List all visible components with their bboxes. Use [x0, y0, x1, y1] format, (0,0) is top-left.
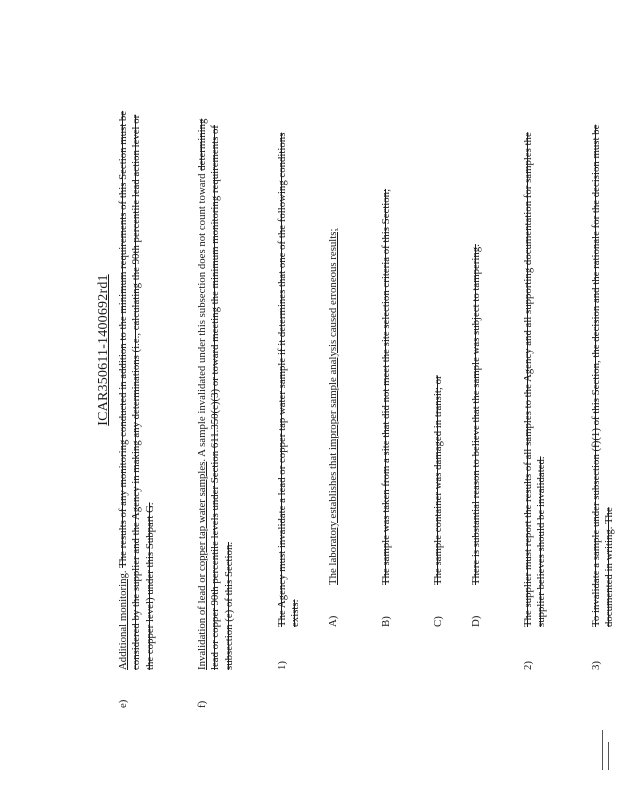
text-run: The results of any monitoring conducted in addition to the minimum requirements of this Section must be considered by the supplier and the Agency in making any determinations (i.e., calculating the 90th percentile lead action level or the copper level) under this Subpart G. — [117, 110, 156, 670]
text-run: . A sample invalidated under this subsection does not count toward — [196, 170, 208, 462]
text-run: The laboratory establishes that improper sample analysis caused erroneous results; — [327, 228, 339, 585]
section-f3-paragraph — [590, 107, 617, 627]
section-C-paragraph — [432, 105, 445, 585]
item-marker-D: D) — [470, 615, 482, 627]
text-run: To invalidate a sample under subsection (f)(1) of this Section, the decision and the rationale for the decision must be documented in writing. The — [590, 124, 616, 627]
text-run: . — [117, 567, 129, 574]
item-marker-C: C) — [432, 616, 444, 627]
text-run: The sample container was damaged in transit; or — [432, 375, 444, 585]
text-run: Additional monitoring — [117, 573, 129, 670]
item-marker-e: e) — [117, 699, 129, 708]
margin-rule — [608, 742, 609, 770]
item-marker-f3: 3) — [590, 661, 602, 670]
item-marker-f2: 2) — [522, 661, 534, 670]
item-marker-f: f) — [196, 700, 208, 708]
margin-rule — [602, 730, 603, 770]
text-run: The supplier must report the results of all samples to the Agency and all supporting documentation for samples the supplier believes should be invalidated. — [522, 132, 548, 627]
section-A-paragraph — [327, 105, 340, 585]
section-D-paragraph — [470, 105, 483, 585]
section-f2-paragraph — [522, 107, 549, 627]
text-run: Invalidation of lead or copper tap water samples — [196, 461, 208, 670]
section-f-paragraph — [196, 110, 236, 670]
text-run: determining — [196, 118, 208, 171]
section-B-paragraph — [380, 105, 393, 585]
text-run: There is substantial reason to believe that the sample was subject to tampering. — [470, 244, 482, 585]
section-e-paragraph — [117, 110, 157, 670]
document-header: ICAR350611-1400692rd1 — [96, 274, 111, 426]
item-marker-f1: 1) — [276, 661, 288, 670]
text-run: The sample was taken from a site that did not meet the site selection criteria of this Section; — [380, 188, 392, 585]
text-run: The Agency must invalidate a lead or copper tap water sample if it determines that one of the following conditions exists: — [276, 132, 302, 627]
item-marker-A: A) — [327, 615, 339, 627]
item-marker-B: B) — [380, 616, 392, 627]
section-f1-paragraph — [276, 107, 303, 627]
text-run: lead or copper 90th percentile levels under Section 611.350(c)(3) or toward meeting the minimum monitoring requirements of subsection (e) of this Section. — [209, 125, 235, 670]
